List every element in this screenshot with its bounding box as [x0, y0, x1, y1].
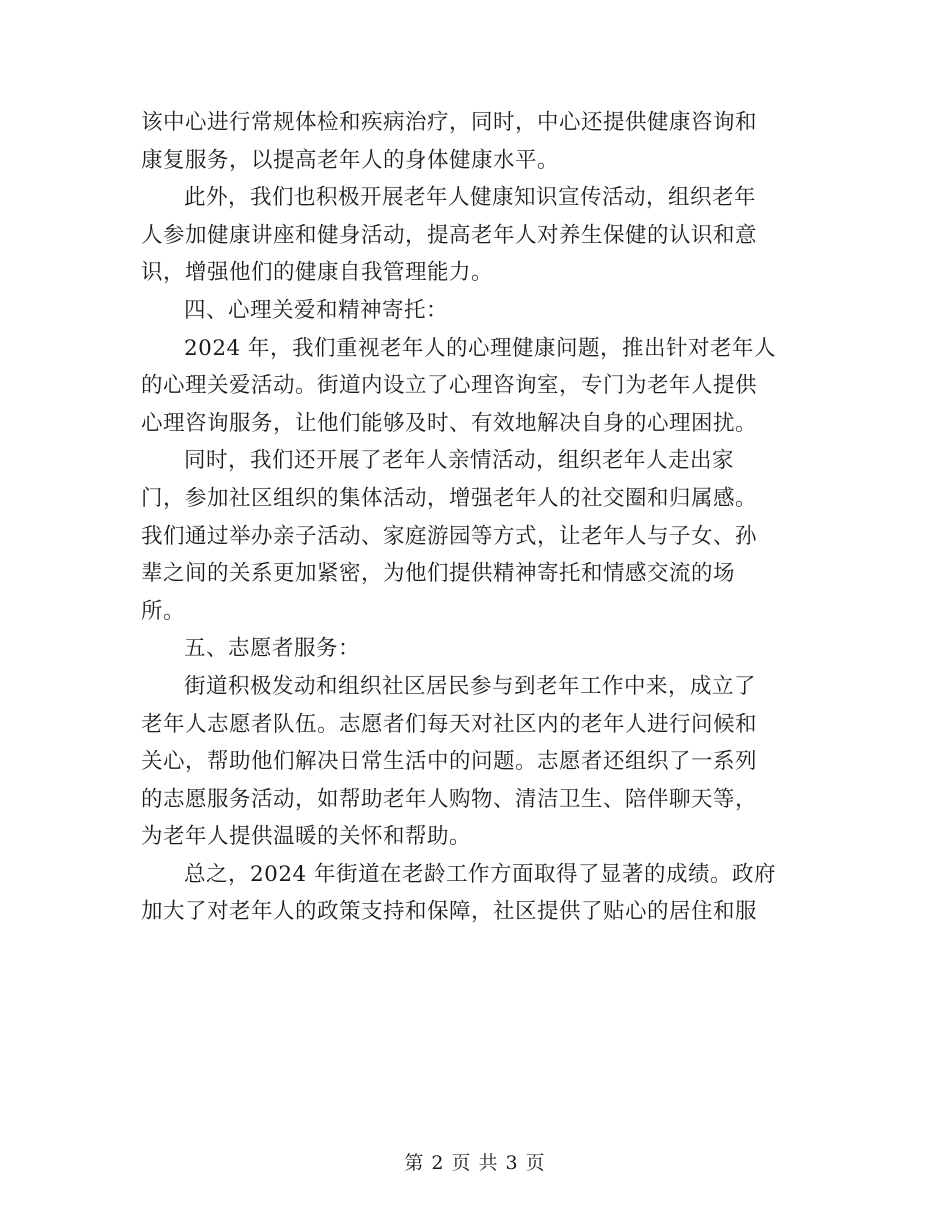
text-line: 该中心进行常规体检和疾病治疗，同时，中心还提供健康咨询和: [141, 110, 758, 135]
text-line: 人参加健康讲座和健身活动，提高老年人对养生保健的认识和意: [141, 222, 758, 248]
section-heading-4: 四、心理关爱和精神寄托：: [184, 297, 449, 323]
document-body: [141, 104, 811, 931]
section-heading-5: 五、志愿者服务：: [184, 636, 361, 662]
paragraph-start-line: 2024 年，我们重视老年人的心理健康问题，推出针对老年人: [184, 335, 777, 361]
text-line: 康复服务，以提高老年人的身体健康水平。: [141, 147, 560, 173]
text-line: 识，增强他们的健康自我管理能力。: [141, 260, 494, 286]
text-line: 门，参加社区组织的集体活动，增强老年人的社交圈和归属感。: [141, 485, 758, 511]
page-number-footer: 第 2 页 共 3 页: [404, 1152, 546, 1174]
paragraph-start-line: 同时，我们还开展了老年人亲情活动，组织老年人走出家: [184, 448, 735, 474]
paragraph-start-line: 总之，2024 年街道在老龄工作方面取得了显著的成绩。政府: [184, 861, 777, 887]
paragraph-start-line: 此外，我们也积极开展老年人健康知识宣传活动，组织老年: [184, 185, 757, 211]
text-line: 的心理关爱活动。街道内设立了心理咨询室，专门为老年人提供: [141, 373, 758, 399]
text-line: 加大了对老年人的政策支持和保障，社区提供了贴心的居住和服: [141, 899, 758, 925]
text-line: 辈之间的关系更加紧密，为他们提供精神寄托和情感交流的场: [141, 561, 736, 587]
text-line: 的志愿服务活动，如帮助老年人购物、清洁卫生、陪伴聊天等，: [141, 786, 758, 812]
text-line: 老年人志愿者队伍。志愿者们每天对社区内的老年人进行问候和: [141, 711, 758, 737]
text-line: 我们通过举办亲子活动、家庭游园等方式，让老年人与子女、孙: [141, 523, 758, 549]
text-line: 关心，帮助他们解决日常生活中的问题。志愿者还组织了一系列: [141, 749, 758, 775]
paragraph-start-line: 街道积极发动和组织社区居民参与到老年工作中来，成立了: [184, 673, 757, 699]
text-line: 心理咨询服务，让他们能够及时、有效地解决自身的心理困扰。: [141, 410, 758, 436]
text-line: 为老年人提供温暖的关怀和帮助。: [141, 824, 472, 850]
text-line: 所。: [141, 598, 186, 624]
